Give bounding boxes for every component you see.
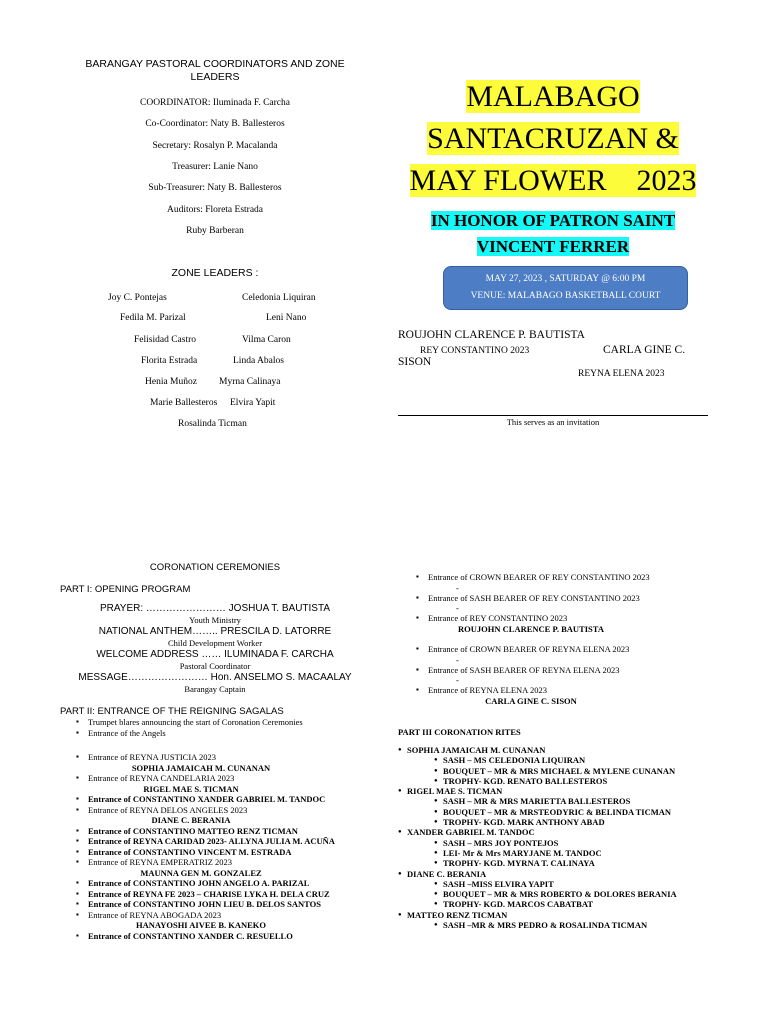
list-item: ▪ Entrance of CONSTANTINO VINCENT M. ESTRADA — [76, 847, 376, 858]
reyna-name-b: SISON — [398, 356, 432, 368]
list-item: ▪ Entrance of REYNA FE 2023 – CHARISE LYKA H. DELA CRUZ — [76, 889, 376, 900]
honor-line-2: VINCENT FERRER — [476, 237, 630, 256]
list-item: ▪ Entrance of REYNA CANDELARIA 2023 — [76, 773, 376, 784]
entrant-name: DIANE C. BERANIA — [151, 815, 231, 825]
event-date-venue-box — [443, 266, 688, 310]
zone-leader: Marie Ballesteros — [150, 398, 218, 408]
part-two-heading: PART II: ENTRANCE OF THE REIGNING SAGALAS — [60, 706, 284, 717]
zone-leader: Celedonia Liquiran — [242, 293, 316, 303]
list-item: ▪ Entrance of SASH BEARER OF REYNA ELENA 2023 — [416, 665, 716, 676]
rite-item: ● SASH – MR & MRS MARIETTA BALLESTEROS — [434, 796, 718, 806]
list-item: ▪ Entrance of CROWN BEARER OF REYNA ELENA 2023 — [416, 644, 716, 655]
list-item: ▪ Entrance of REYNA JUSTICIA 2023 — [76, 752, 376, 763]
rite-item: ● BOUQUET – MR & MRSTEODYRIC & BELINDA TICMAN — [434, 807, 718, 817]
rite-name: ● DIANE C. BERANIA — [398, 869, 718, 879]
zone-leaders-heading: ZONE LEADERS : — [171, 267, 259, 279]
officer-1: COORDINATOR: Iluminada F. Carcha — [140, 98, 290, 108]
rite-item: ● TROPHY- KGD. MYRNA T. CALINAYA — [434, 858, 718, 868]
officer-5: Sub-Treasurer: Naty B. Ballesteros — [148, 183, 282, 193]
coronation-rites-list — [398, 745, 718, 930]
rite-name: ● RIGEL MAE S. TICMAN — [398, 786, 718, 796]
zone-leader: Myrna Calinaya — [219, 377, 281, 387]
rite-item: ● SASH –MISS ELVIRA YAPIT — [434, 879, 718, 889]
list-item: ▪ Trumpet blares announcing the start of Coronation Ceremonies — [76, 717, 376, 728]
program-role: Child Development Worker — [167, 638, 263, 648]
event-venue: VENUE: MALABAGO BASKETBALL COURT — [470, 291, 661, 301]
list-item: ▪ Entrance of SASH BEARER OF REY CONSTANTINO 2023 — [416, 593, 716, 604]
program-item: MESSAGE…………………… Hon. ANSELMO S. MACAALAY — [78, 672, 352, 683]
rite-item: ● TROPHY- KGD. MARCOS CABATBAT — [434, 899, 718, 909]
program-role: Barangay Captain — [184, 684, 246, 694]
list-item: ▪ Entrance of CROWN BEARER OF REY CONSTANTINO 2023 — [416, 572, 716, 583]
list-item: ▪ Entrance of CONSTANTINO MATTEO RENZ TICMAN — [76, 826, 376, 837]
rite-name: ● XANDER GABRIEL M. TANDOC — [398, 827, 718, 837]
entrant-name: - — [456, 603, 459, 613]
event-date: MAY 27, 2023 , SATURDAY @ 6:00 PM — [485, 274, 646, 284]
zone-leader: Henia Muñoz — [145, 377, 197, 387]
entrance-list — [76, 717, 376, 941]
zone-leader: Rosalinda Ticman — [178, 419, 247, 429]
pastoral-officers — [60, 58, 370, 84]
list-item: ▪ Entrance of CONSTANTINO JOHN ANGELO A. PARIZAL — [76, 878, 376, 889]
rite-item: ● BOUQUET – MR & MRS ROBERTO & DOLORES BERANIA — [434, 889, 718, 899]
zone-leader: Linda Abalos — [233, 356, 284, 366]
entrant-name: - — [456, 582, 459, 593]
reyna-title: REYNA ELENA 2023 — [578, 369, 665, 379]
rite-item: ● TROPHY- KGD. MARK ANTHONY ABAD — [434, 817, 718, 827]
honor-line-1: IN HONOR OF PATRON SAINT — [430, 211, 676, 230]
program-item: WELCOME ADDRESS …… ILUMINADA F. CARCHA — [96, 649, 334, 660]
zone-leader: Joy C. Pontejas — [108, 293, 167, 303]
program-item: NATIONAL ANTHEM…….. PRESCILA D. LATORRE — [98, 626, 332, 637]
invitation-divider — [398, 415, 708, 416]
zone-leader: Florita Estrada — [141, 356, 198, 366]
officer-6: Auditors: Floreta Estrada — [166, 205, 264, 215]
list-item: ▪ Entrance of REYNA EMPERATRIZ 2023 — [76, 857, 376, 868]
program-item: PRAYER: …………………… JOSHUA T. BAUTISTA — [99, 603, 331, 614]
officers-title: BARANGAY PASTORAL COORDINATORS AND ZONE LEADERS — [85, 58, 345, 83]
list-item: ▪ Entrance of CONSTANTINO XANDER C. RESUELLO — [76, 931, 376, 942]
event-title-line-2: SANTACRUZAN & — [427, 122, 679, 155]
officer-7: Ruby Barberan — [186, 226, 244, 236]
list-item: ▪ Entrance of REY CONSTANTINO 2023 — [416, 613, 716, 624]
entrant-name: HANAYOSHI AIVEE B. KANEKO — [135, 920, 267, 930]
entrant-name: RIGEL MAE S. TICMAN — [143, 783, 239, 794]
entrant-name: CARLA GINE C. SISON — [485, 695, 577, 706]
list-item: ▪ Entrance of REYNA DELOS ANGELES 2023 — [76, 805, 376, 816]
list-item: ▪ Entrance of CONSTANTINO XANDER GABRIEL M. TANDOC — [76, 794, 376, 805]
rite-item: ● TROPHY- KGD. RENATO BALLESTEROS — [434, 776, 718, 786]
rite-item: ● LEI- Mr & Mrs MARYJANE M. TANDOC — [434, 848, 718, 858]
list-item: ▪ Entrance of REYNA ABOGADA 2023 — [76, 910, 376, 921]
list-item: ▪ Entrance of REYNA CARIDAD 2023- ALLYNA JULIA M. ACUÑA — [76, 836, 376, 847]
list-item: ▪ Entrance of CONSTANTINO JOHN LIEU B. DELOS SANTOS — [76, 899, 376, 910]
entrant-name: - — [456, 675, 459, 685]
zone-leader: Leni Nano — [266, 313, 307, 323]
rite-item: ● SASH – MS CELEDONIA LIQUIRAN — [434, 755, 718, 765]
part-three-heading: PART III CORONATION RITES — [398, 727, 521, 737]
program-role: Pastoral Coordinator — [179, 661, 251, 671]
ceremonies-heading: CORONATION CEREMONIES — [149, 562, 281, 573]
zone-leader: Elvira Yapit — [230, 398, 276, 408]
officer-2: Co-Coordinator: Naty B. Ballesteros — [145, 119, 285, 129]
officer-4: Treasurer: Lanie Nano — [172, 162, 258, 172]
list-item: ▪ Entrance of REYNA ELENA 2023 — [416, 685, 716, 696]
invitation-note: This serves as an invitation — [506, 417, 600, 427]
zone-leader: Fedila M. Parizal — [120, 313, 186, 323]
event-title-line-3: MAY FLOWER 2023 — [409, 164, 697, 197]
zone-leader: Felisidad Castro — [134, 335, 197, 345]
entrant-name: - — [456, 654, 459, 665]
entrant-name: ROUJOHN CLARENCE P. BAUTISTA — [458, 623, 604, 634]
program-role: Youth Ministry — [189, 615, 241, 625]
officer-3: Secretary: Rosalyn P. Macalanda — [152, 141, 278, 151]
rite-name: ● MATTEO RENZ TICMAN — [398, 910, 718, 920]
entrant-name: SOPHIA JAMAICAH M. CUNANAN — [131, 762, 271, 773]
rite-name: ● SOPHIA JAMAICAH M. CUNANAN — [398, 745, 718, 755]
reyna-name-a: CARLA GINE C. — [603, 344, 686, 356]
royal-entrance-list — [416, 572, 716, 706]
part-one-heading: PART I: OPENING PROGRAM — [60, 584, 191, 595]
rite-item: ● SASH –MR & MRS PEDRO & ROSALINDA TICMAN — [434, 920, 718, 930]
entrant-name: MAUNNA GEN M. GONZALEZ — [140, 867, 262, 878]
event-title-block — [398, 78, 708, 260]
zone-leader: Vilma Caron — [242, 335, 291, 345]
list-item: ▪ Entrance of the Angels — [76, 728, 376, 739]
opening-program — [60, 603, 370, 695]
event-title-line-1: MALABAGO — [466, 80, 640, 113]
rite-item: ● SASH – MRS JOY PONTEJOS — [434, 838, 718, 848]
rite-item: ● BOUQUET – MR & MRS MICHAEL & MYLENE CUNANAN — [434, 766, 718, 776]
rey-name: ROUJOHN CLARENCE P. BAUTISTA — [398, 329, 585, 341]
rey-title: REY CONSTANTINO 2023 — [420, 346, 530, 356]
